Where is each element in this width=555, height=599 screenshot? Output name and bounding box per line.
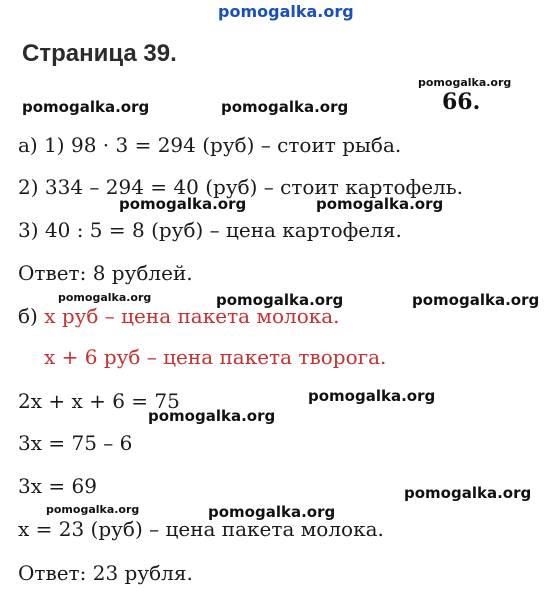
watermark: pomogalka.org <box>221 98 349 116</box>
highlight-cottage-cheese-price: x + 6 руб – цена пакета творога. <box>44 345 387 369</box>
problem-number: 66. <box>442 89 481 115</box>
answer-a: Ответ: 8 рублей. <box>18 261 193 285</box>
equation-3: 3x = 69 <box>18 474 97 498</box>
watermark: pomogalka.org <box>418 76 512 89</box>
watermark: pomogalka.org <box>208 503 336 521</box>
highlight-milk-price: x руб – цена пакета молока. <box>44 304 340 328</box>
watermark: pomogalka.org <box>119 195 247 213</box>
watermark: pomogalka.org <box>46 503 140 516</box>
answer-b: Ответ: 23 рубля. <box>18 561 193 585</box>
watermark-top: pomogalka.org <box>218 2 354 21</box>
solution-line-b1 <box>18 304 340 328</box>
watermark: pomogalka.org <box>58 291 152 304</box>
equation-2: 3x = 75 – 6 <box>18 431 133 455</box>
equation-4: x = 23 (руб) – цена пакета молока. <box>18 517 384 541</box>
part-b-label: б) <box>18 304 45 328</box>
solution-line-a1: а) 1) 98 · 3 = 294 (руб) – стоит рыба. <box>18 133 402 157</box>
watermark: pomogalka.org <box>308 387 436 405</box>
solution-line-a2: 2) 334 – 294 = 40 (руб) – стоит картофель. <box>18 175 463 199</box>
solution-line-a3: 3) 40 : 5 = 8 (руб) – цена картофеля. <box>18 218 402 242</box>
watermark: pomogalka.org <box>148 407 276 425</box>
watermark: pomogalka.org <box>22 98 150 116</box>
watermark: pomogalka.org <box>404 484 532 502</box>
equation-1: 2x + x + 6 = 75 <box>18 389 180 413</box>
watermark: pomogalka.org <box>316 195 444 213</box>
watermark: pomogalka.org <box>412 291 540 309</box>
watermark: pomogalka.org <box>216 291 344 309</box>
page-heading: Страница 39. <box>22 40 177 67</box>
